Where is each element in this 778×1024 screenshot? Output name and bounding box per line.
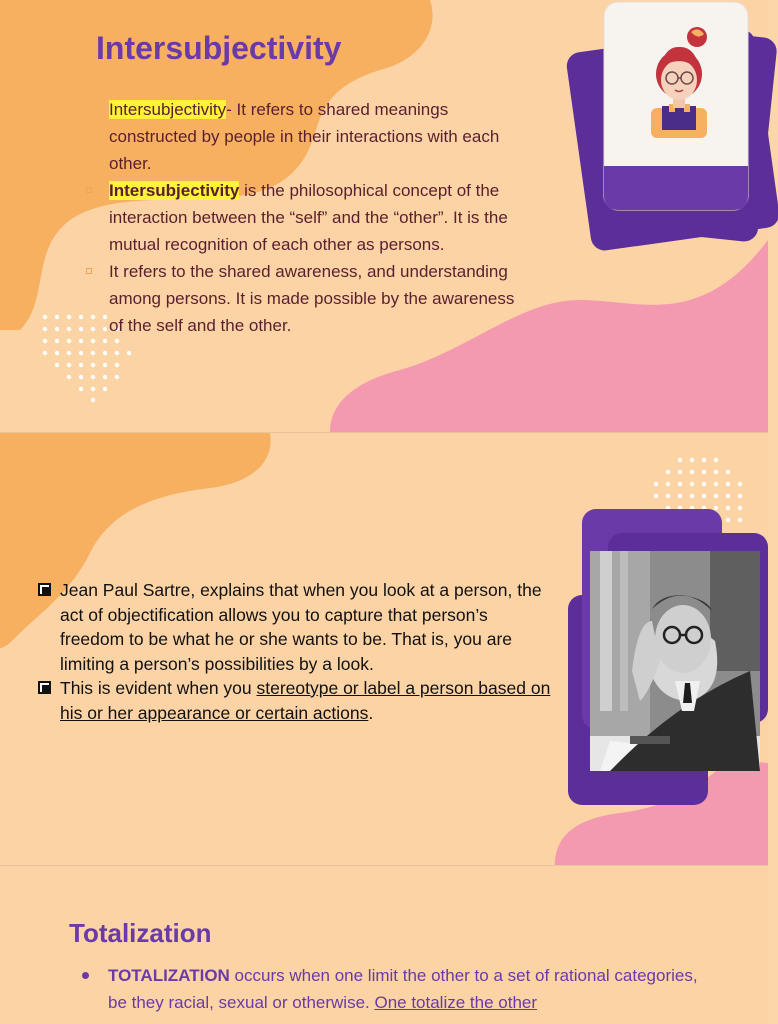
- bullet-text-end: .: [368, 702, 374, 723]
- bullet-item: [86, 258, 526, 339]
- definition-paragraph: [86, 96, 526, 177]
- bullet-item: [36, 578, 556, 676]
- slide-body: [36, 578, 556, 725]
- slide-body: [80, 962, 720, 1016]
- profile-card-illustration: [548, 0, 778, 260]
- slide-title: Intersubjectivity: [96, 30, 342, 66]
- bullet-item: [80, 962, 720, 1016]
- underlined-phrase: One totalize the other: [374, 993, 538, 1012]
- bullet-text: Jean Paul Sartre, explains that when you look at a person, the act of objectification allows you to capture that person’s freedom to be what he or she wants to be. That is, you are limiting a person’s possibilities by a look.: [60, 580, 542, 674]
- square-bullet-icon: [86, 187, 92, 193]
- underlined-phrase: stereotype or label a person based on his or her appearance or certain actions: [60, 678, 551, 723]
- bullet-text: occurs when one limit the other to a set of rational categories, be they racial, sexual or otherwise.: [108, 966, 698, 1012]
- bullet-text: is the philosophical concept of the interaction between the “self” and the “other”. It is the mutual recognition of each other as persons.: [109, 181, 508, 254]
- round-bullet-icon: [82, 972, 89, 979]
- bullet-item: [86, 177, 526, 258]
- sartre-portrait-photo: [590, 551, 760, 771]
- slide-body: [86, 96, 526, 339]
- checkbox-bullet-icon: [38, 583, 51, 596]
- definition-text: - It refers to shared meanings constructed by people in their interactions with each other.: [109, 100, 500, 173]
- bullet-item: [36, 676, 556, 725]
- slide-intersubjectivity: [0, 0, 768, 432]
- bullet-text: It refers to the shared awareness, and understanding among persons. It is made possible by the awareness of the self and the other.: [109, 262, 515, 335]
- highlighted-term: Intersubjectivity: [109, 181, 240, 200]
- highlighted-term: Intersubjectivity: [109, 100, 227, 119]
- bullet-text: This is evident when you: [60, 678, 257, 698]
- checkbox-bullet-icon: [38, 681, 51, 694]
- slide-title: Totalization: [69, 918, 212, 948]
- bold-term: TOTALIZATION: [108, 966, 230, 985]
- square-bullet-icon: [86, 268, 92, 274]
